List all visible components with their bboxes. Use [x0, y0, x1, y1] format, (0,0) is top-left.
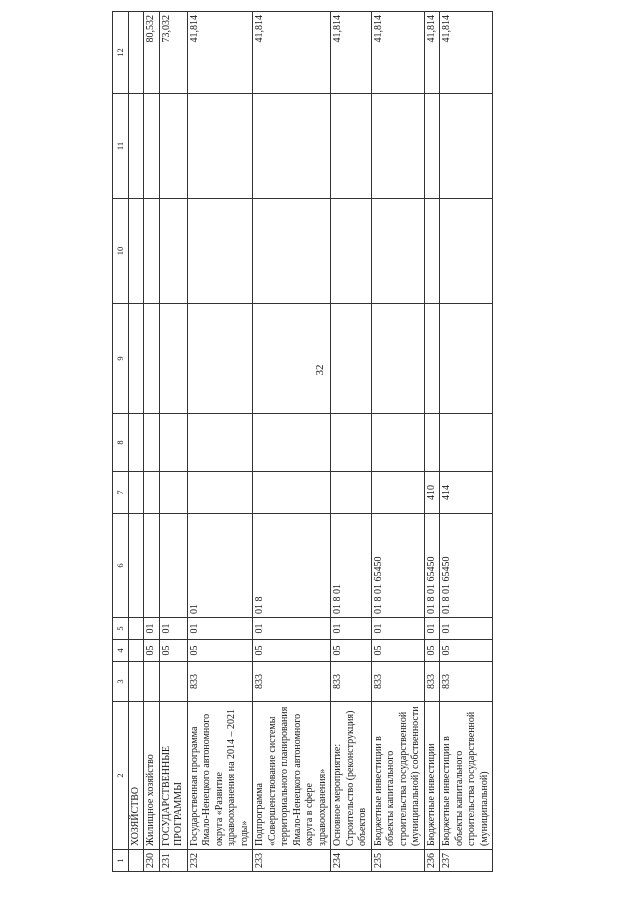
cell-col10 — [128, 199, 144, 304]
cell-target — [128, 514, 144, 618]
cell-code: 833 — [440, 662, 493, 702]
table-row — [253, 12, 331, 872]
cell-amount: 41,814 — [371, 12, 424, 94]
cell-code — [128, 662, 144, 702]
cell-col10 — [187, 199, 253, 304]
cell-subsection: 01 — [331, 618, 372, 640]
row-number: 232 — [187, 850, 253, 872]
cell-col8 — [331, 414, 372, 472]
column-header-row — [113, 12, 129, 872]
cell-target — [144, 514, 160, 618]
row-number: 237 — [440, 850, 493, 872]
table-row — [159, 12, 187, 872]
cell-amount: 41,814 — [253, 12, 331, 94]
cell-col10 — [440, 199, 493, 304]
cell-section: 05 — [371, 640, 424, 662]
cell-col9 — [331, 304, 372, 414]
row-number: 234 — [331, 850, 372, 872]
table-body — [128, 12, 493, 872]
cell-col9 — [371, 304, 424, 414]
table-row — [331, 12, 372, 872]
table-row — [128, 12, 144, 872]
cell-col8 — [253, 414, 331, 472]
cell-target: 01 8 01 65450 — [440, 514, 493, 618]
cell-subsection: 01 — [371, 618, 424, 640]
row-number: 230 — [144, 850, 160, 872]
cell-col9 — [187, 304, 253, 414]
cell-col8 — [440, 414, 493, 472]
cell-col11 — [440, 94, 493, 199]
cell-section — [128, 640, 144, 662]
cell-code — [144, 662, 160, 702]
row-name: Подпрограмма «Совершенствование системы территориального планирования Ямало-Ненецкого автономного округа в сфере здравоохранения» — [253, 702, 331, 850]
cell-type — [187, 472, 253, 514]
cell-amount: 73,032 — [159, 12, 187, 94]
cell-type — [253, 472, 331, 514]
cell-subsection: 01 — [253, 618, 331, 640]
column-header-5: 5 — [113, 618, 129, 640]
cell-code: 833 — [253, 662, 331, 702]
cell-section: 05 — [144, 640, 160, 662]
column-header-9: 9 — [113, 304, 129, 414]
table-row — [440, 12, 493, 872]
row-name: Основное мероприятие: Строительство (реконструкция) объектов — [331, 702, 372, 850]
column-header-4: 4 — [113, 640, 129, 662]
row-number — [128, 850, 144, 872]
cell-col8 — [144, 414, 160, 472]
column-header-6: 6 — [113, 514, 129, 618]
cell-col10 — [144, 199, 160, 304]
column-header-8: 8 — [113, 414, 129, 472]
cell-subsection: 01 — [187, 618, 253, 640]
cell-target: 01 — [187, 514, 253, 618]
cell-section: 05 — [159, 640, 187, 662]
cell-col11 — [144, 94, 160, 199]
cell-type — [159, 472, 187, 514]
cell-col10 — [331, 199, 372, 304]
cell-col10 — [159, 199, 187, 304]
cell-col9 — [144, 304, 160, 414]
cell-col9 — [424, 304, 440, 414]
column-header-12: 12 — [113, 12, 129, 94]
cell-subsection — [128, 618, 144, 640]
cell-subsection: 01 — [159, 618, 187, 640]
cell-code — [159, 662, 187, 702]
cell-code: 833 — [371, 662, 424, 702]
row-name: Бюджетные инвестиции — [424, 702, 440, 850]
cell-col10 — [371, 199, 424, 304]
cell-type — [128, 472, 144, 514]
cell-col11 — [187, 94, 253, 199]
cell-col11 — [128, 94, 144, 199]
cell-code: 833 — [424, 662, 440, 702]
cell-amount: 41,814 — [440, 12, 493, 94]
row-name: Бюджетные инвестиции в объекты капитального строительства государственной (муниципальной) — [440, 702, 493, 850]
row-number: 236 — [424, 850, 440, 872]
cell-col11 — [371, 94, 424, 199]
cell-type: 410 — [424, 472, 440, 514]
cell-col8 — [371, 414, 424, 472]
cell-col9 — [159, 304, 187, 414]
cell-section: 05 — [253, 640, 331, 662]
row-name: Государственная программа Ямало-Ненецкого автономного округа «Развитие здравоохранения на 2014 – 2021 годы» — [187, 702, 253, 850]
cell-code: 833 — [187, 662, 253, 702]
cell-target: 01 8 — [253, 514, 331, 618]
row-number: 235 — [371, 850, 424, 872]
column-header-10: 10 — [113, 199, 129, 304]
cell-col9 — [253, 304, 331, 414]
column-header-7: 7 — [113, 472, 129, 514]
table-row — [424, 12, 440, 872]
cell-type — [371, 472, 424, 514]
cell-target: 01 8 01 65450 — [424, 514, 440, 618]
cell-section: 05 — [187, 640, 253, 662]
cell-target: 01 8 01 65450 — [371, 514, 424, 618]
cell-type — [144, 472, 160, 514]
row-number: 231 — [159, 850, 187, 872]
column-header-1: 1 — [113, 850, 129, 872]
rotated-table-container — [112, 12, 567, 872]
cell-col8 — [424, 414, 440, 472]
cell-amount: 41,814 — [187, 12, 253, 94]
cell-type — [331, 472, 372, 514]
cell-col9 — [440, 304, 493, 414]
cell-amount: 41,814 — [331, 12, 372, 94]
budget-table — [112, 11, 493, 872]
column-header-3: 3 — [113, 662, 129, 702]
cell-subsection: 01 — [440, 618, 493, 640]
cell-target: 01 8 01 — [331, 514, 372, 618]
cell-col11 — [424, 94, 440, 199]
column-header-2: 2 — [113, 702, 129, 850]
cell-subsection: 01 — [144, 618, 160, 640]
column-header-11: 11 — [113, 94, 129, 199]
cell-amount: 41,814 — [424, 12, 440, 94]
cell-type: 414 — [440, 472, 493, 514]
row-name: Бюджетные инвестиции в объекты капитального строительства государственной (муниципальной) собственности — [371, 702, 424, 850]
cell-col11 — [159, 94, 187, 199]
cell-target — [159, 514, 187, 618]
cell-col8 — [187, 414, 253, 472]
cell-subsection: 01 — [424, 618, 440, 640]
page-number: 32 — [314, 364, 326, 376]
row-name: Жилищное хозяйство — [144, 702, 160, 850]
cell-section: 05 — [331, 640, 372, 662]
cell-col11 — [253, 94, 331, 199]
table-row — [371, 12, 424, 872]
row-number: 233 — [253, 850, 331, 872]
cell-section: 05 — [424, 640, 440, 662]
cell-col9 — [128, 304, 144, 414]
row-name: ГОСУДАРСТВЕННЫЕ ПРОГРАММЫ — [159, 702, 187, 850]
cell-amount — [128, 12, 144, 94]
cell-amount: 80,532 — [144, 12, 160, 94]
cell-col8 — [159, 414, 187, 472]
cell-col8 — [128, 414, 144, 472]
table-row — [144, 12, 160, 872]
cell-code: 833 — [331, 662, 372, 702]
cell-section: 05 — [440, 640, 493, 662]
cell-col11 — [331, 94, 372, 199]
cell-col10 — [253, 199, 331, 304]
row-name: ХОЗЯЙСТВО — [128, 702, 144, 850]
table-row — [187, 12, 253, 872]
cell-col10 — [424, 199, 440, 304]
